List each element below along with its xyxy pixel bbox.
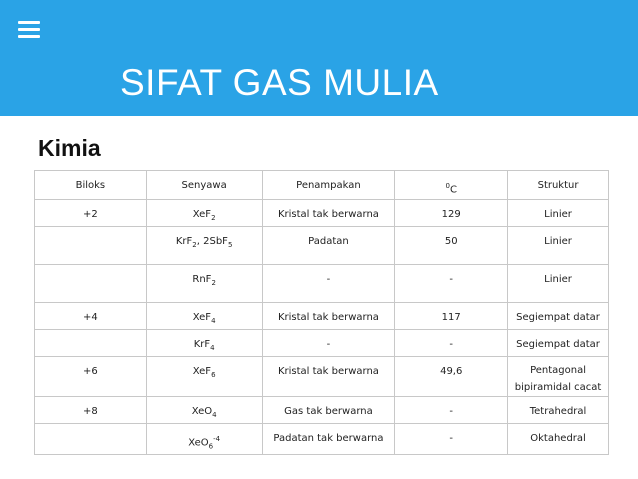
- table-row: [35, 424, 609, 455]
- cell-struktur: Segiempat datar: [508, 303, 609, 330]
- cell-senyawa: XeF$_6$: [146, 357, 262, 397]
- cell-penampakan: Kristal tak berwarna: [262, 303, 395, 330]
- hamburger-menu-icon[interactable]: [18, 21, 40, 38]
- cell-senyawa: RnF$_2$: [146, 265, 262, 303]
- table-row: [35, 330, 609, 357]
- degree-superscript: 0: [445, 182, 450, 190]
- cell-penampakan: -: [262, 330, 395, 357]
- cell-biloks: [35, 227, 147, 265]
- cell-biloks: [35, 424, 147, 455]
- celsius-unit: C: [449, 184, 457, 196]
- cell-senyawa: XeO$_4$: [146, 397, 262, 424]
- cell-senyawa: KrF$_2$, 2SbF$_5$: [146, 227, 262, 265]
- header-penampakan: Penampakan: [262, 171, 395, 200]
- cell-struktur: Segiempat datar: [508, 330, 609, 357]
- cell-biloks: [35, 330, 147, 357]
- cell-struktur: Pentagonal bipiramidal cacat: [508, 357, 609, 397]
- cell-penampakan: -: [262, 265, 395, 303]
- page-subtitle: Kimia: [38, 135, 101, 161]
- cell-celsius: 50: [395, 227, 508, 265]
- cell-penampakan: Padatan: [262, 227, 395, 265]
- cell-struktur: Linier: [508, 200, 609, 227]
- page-title: SIFAT GAS MULIA: [120, 62, 439, 103]
- cell-senyawa: XeF$_4$: [146, 303, 262, 330]
- cell-penampakan: Gas tak berwarna: [262, 397, 395, 424]
- cell-penampakan: Padatan tak berwarna: [262, 424, 395, 455]
- cell-senyawa: KrF$_4$: [146, 330, 262, 357]
- cell-celsius: -: [395, 330, 508, 357]
- gas-mulia-table: [34, 170, 609, 455]
- header-bar: [0, 0, 638, 116]
- header-struktur: Struktur: [508, 171, 609, 200]
- cell-biloks: +6: [35, 357, 147, 397]
- header-celsius: [395, 171, 508, 200]
- cell-senyawa: XeF$_2$: [146, 200, 262, 227]
- cell-celsius: -: [395, 397, 508, 424]
- cell-celsius: 49,6: [395, 357, 508, 397]
- cell-penampakan: Kristal tak berwarna: [262, 357, 395, 397]
- cell-biloks: +4: [35, 303, 147, 330]
- cell-biloks: +2: [35, 200, 147, 227]
- cell-celsius: 129: [395, 200, 508, 227]
- cell-penampakan: Kristal tak berwarna: [262, 200, 395, 227]
- cell-celsius: -: [395, 265, 508, 303]
- table-row: [35, 265, 609, 303]
- table-row: [35, 397, 609, 424]
- table-row: [35, 357, 609, 397]
- cell-celsius: 117: [395, 303, 508, 330]
- table-row: [35, 200, 609, 227]
- cell-struktur: Oktahedral: [508, 424, 609, 455]
- cell-biloks: [35, 265, 147, 303]
- cell-struktur: Linier: [508, 265, 609, 303]
- table-header-row: [35, 171, 609, 200]
- cell-biloks: +8: [35, 397, 147, 424]
- table-row: [35, 227, 609, 265]
- cell-struktur: Linier: [508, 227, 609, 265]
- header-biloks: Biloks: [35, 171, 147, 200]
- cell-celsius: -: [395, 424, 508, 455]
- table-row: [35, 303, 609, 330]
- cell-senyawa: XeO$_6^{-4}$: [146, 424, 262, 455]
- cell-struktur: Tetrahedral: [508, 397, 609, 424]
- header-senyawa: Senyawa: [146, 171, 262, 200]
